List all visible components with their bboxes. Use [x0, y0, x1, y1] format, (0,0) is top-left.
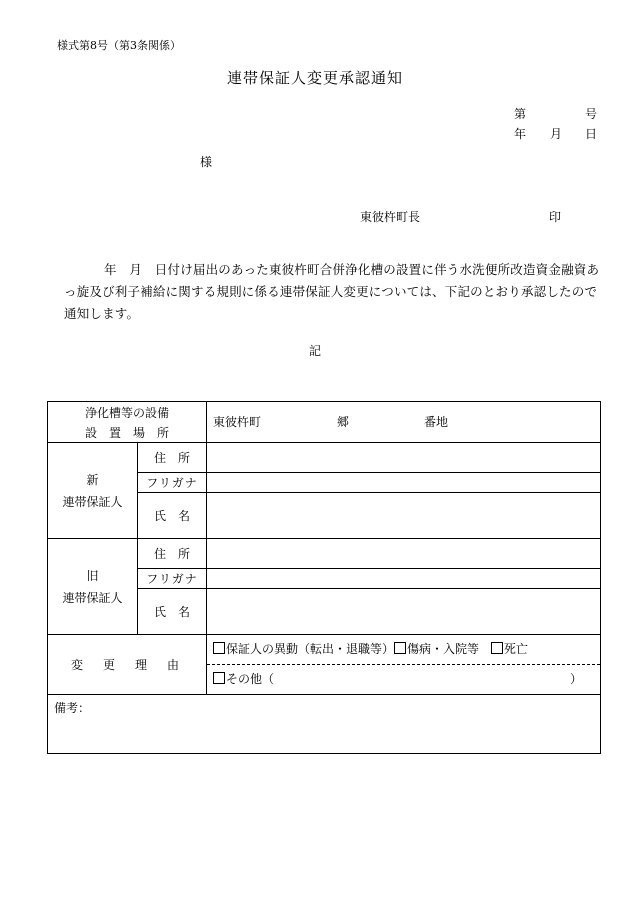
new-furigana-label: フリガナ — [138, 473, 207, 493]
old-address-label: 住 所 — [138, 539, 207, 569]
remarks-row — [48, 695, 601, 754]
document-number-suffix: 号 — [585, 107, 598, 121]
date-month-label: 月 — [550, 127, 563, 141]
new-address-label: 住 所 — [138, 443, 207, 473]
reason-options-cell — [207, 635, 601, 695]
reason-row — [48, 635, 601, 695]
document-number-prefix: 第 — [514, 107, 527, 121]
checkbox-illness[interactable] — [394, 642, 406, 654]
reason-option-illness[interactable] — [394, 642, 479, 656]
reason-other-close-paren: ） — [570, 672, 583, 686]
old-address-row — [48, 539, 601, 569]
seal-mark: 印 — [549, 210, 562, 224]
reason-option-death[interactable] — [491, 642, 528, 656]
location-town: 東彼杵町 — [213, 415, 262, 429]
reason-option-relocation[interactable] — [213, 642, 394, 656]
ki-heading: 記 — [308, 344, 321, 358]
checkbox-other[interactable] — [213, 672, 225, 684]
old-guarantor-label-line1: 旧 — [86, 569, 99, 583]
addressee-suffix: 様 — [200, 155, 213, 169]
old-name-label: 氏 名 — [138, 589, 207, 635]
old-furigana-field[interactable] — [207, 569, 601, 589]
old-name-field[interactable] — [207, 589, 601, 635]
notice-body-text: 年 月 日付け届出のあった東彼杵町合併浄化槽の設置に伴う水洗便所改造資金融資あっ旋及び利子補給に関する規則に係る連帯保証人変更については、下記のとおり承認したので通知します。 — [64, 262, 600, 321]
location-go: 郷 — [337, 415, 350, 429]
location-label-line1: 浄化槽等の設備 — [85, 405, 170, 420]
location-label-cell — [48, 402, 207, 443]
new-address-field[interactable] — [207, 443, 601, 473]
old-address-field[interactable] — [207, 539, 601, 569]
location-banchi: 番地 — [424, 415, 449, 429]
reason-option-other-label: その他（ — [226, 672, 275, 686]
guarantor-change-table — [47, 401, 601, 754]
reason-option-other[interactable] — [213, 672, 274, 686]
new-address-row — [48, 443, 601, 473]
reason-other-line — [207, 665, 600, 694]
remarks-label: 備考： — [54, 701, 91, 715]
old-furigana-label: フリガナ — [138, 569, 207, 589]
location-value-cell[interactable] — [207, 402, 601, 443]
reason-option-illness-label: 傷病・入院等 — [407, 642, 480, 656]
reason-label: 変 更 理 由 — [48, 635, 207, 695]
old-guarantor-label-cell — [48, 539, 138, 635]
new-guarantor-label-cell — [48, 443, 138, 539]
location-label-line2: 設 置 場 所 — [85, 425, 170, 440]
location-row — [48, 402, 601, 443]
new-guarantor-label-line2: 連帯保証人 — [62, 495, 123, 509]
date-day-label: 日 — [585, 127, 598, 141]
old-guarantor-label-line2: 連帯保証人 — [62, 591, 123, 605]
date-year-label: 年 — [514, 127, 527, 141]
remarks-cell[interactable] — [48, 695, 601, 754]
reason-option-relocation-label: 保証人の異動（転出・退職等） — [226, 642, 395, 656]
new-name-field[interactable] — [207, 493, 601, 539]
form-number: 様式第8号（第3条関係） — [57, 39, 181, 52]
reason-options-line — [207, 635, 600, 665]
reason-option-death-label: 死亡 — [503, 642, 528, 656]
checkbox-relocation[interactable] — [213, 642, 225, 654]
checkbox-death[interactable] — [491, 642, 503, 654]
document-title: 連帯保証人変更承認通知 — [226, 69, 403, 87]
issuer-name: 東彼杵町長 — [360, 210, 421, 224]
new-guarantor-label-line1: 新 — [86, 473, 99, 487]
new-name-label: 氏 名 — [138, 493, 207, 539]
new-furigana-field[interactable] — [207, 473, 601, 493]
